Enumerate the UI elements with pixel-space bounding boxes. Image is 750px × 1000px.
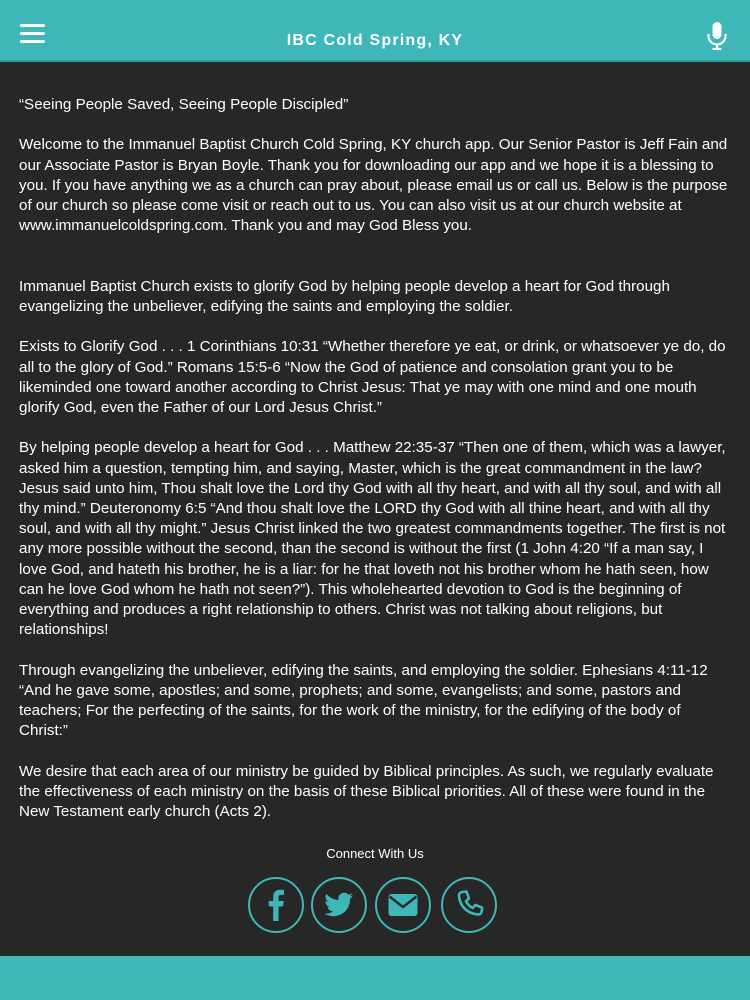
glorify-god-paragraph: Exists to Glorify God . . . 1 Corinthians 10:31 “Whether therefore ye eat, or drink, or whatsoever ye do, do all to the glory of God.” Romans 15:5-6 “Now the God of patience and consolation grant you to be likeminded one toward another according to Christ Jesus: That ye may with one mind and one mouth glorify God, even the Father of our Lord Jesus Christ.” xyxy=(19,338,726,416)
church-motto: “Seeing People Saved, Seeing People Discipled” xyxy=(19,96,349,113)
bottom-bar xyxy=(0,956,750,1000)
phone-button[interactable] xyxy=(441,877,497,933)
twitter-icon xyxy=(313,879,365,931)
email-icon xyxy=(377,879,429,931)
biblical-principles-paragraph: We desire that each area of our ministry be guided by Biblical principles. As such, we regularly evaluate the effectiveness of each ministry on the basis of these Biblical priorities. All of these were found in the New Testament early church (Acts 2). xyxy=(19,762,714,821)
purpose-paragraph: Immanuel Baptist Church exists to glorify God by helping people develop a heart for God through evangelizing the unbeliever, edifying the saints and employing the soldier. xyxy=(19,277,670,315)
phone-icon xyxy=(443,879,495,931)
app-title: IBC Cold Spring, KY xyxy=(286,32,464,49)
heart-for-god-paragraph: By helping people develop a heart for God . . . Matthew 22:35-37 “Then one of them, which was a lawyer, asked him a question, tempting him, and saying, Master, which is the great commandment in the law? Jesus said unto him, Thou shalt love the Lord thy God with all thy heart, and with all thy soul, and with all thy mind.” Deuteronomy 6:5 “And thou shalt love the LORD thy God with all thine heart, and with all thy soul, and with all thy might.” Jesus Christ linked the two greatest commandments together. The first is not any more possible without the second, than the second is without the first (1 John 4:20 “If a man say, I love God, and hateth his brother, he is a liar: for he that loveth not his brother whom he hath seen, how can he love God whom he hath not seen?”). This wholehearted devotion to God is the beginning of everything and produces a right relationship to others. Christ was not talking about religions, but relationships! xyxy=(19,439,726,639)
top-app-bar xyxy=(0,0,750,62)
connect-with-us-label: Connect With Us xyxy=(326,846,424,861)
hamburger-menu-icon[interactable] xyxy=(20,23,45,43)
twitter-button[interactable] xyxy=(311,877,367,933)
email-button[interactable] xyxy=(375,877,431,933)
social-buttons xyxy=(248,877,500,933)
microphone-icon[interactable] xyxy=(706,22,728,50)
facebook-icon xyxy=(250,879,302,931)
facebook-button[interactable] xyxy=(248,877,304,933)
evangelizing-paragraph: Through evangelizing the unbeliever, edifying the saints, and employing the soldier. Ephesians 4:11-12 “And he gave some, apostles; and some, prophets; and some, evangelists; and some, pastors and teachers; For the perfecting of the saints, for the work of the ministry, for the edifying of the body of Christ:” xyxy=(19,661,708,740)
welcome-content xyxy=(19,95,733,842)
welcome-paragraph: Welcome to the Immanuel Baptist Church Cold Spring, KY church app. Our Senior Pastor is Jeff Fain and our Associate Pastor is Bryan Boyle. Thank you for downloading our app and we hope it is a blessing to you. If you have anything we as a church can pray about, please email us or call us. Below is the purpose of our church so please come visit or reach out to us. You can also visit us at our church website at www.immanuelcoldspring.com. Thank you and may God Bless you. xyxy=(19,136,728,235)
